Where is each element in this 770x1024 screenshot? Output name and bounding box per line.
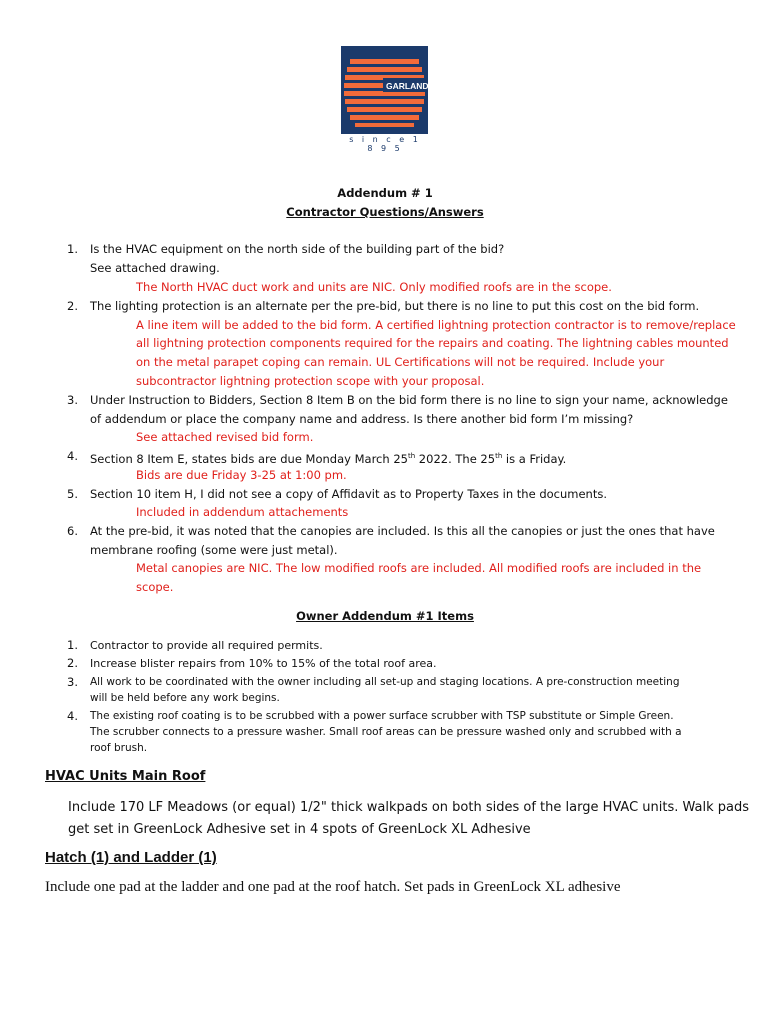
owner-item-line: Increase blister repairs from 10% to 15% of the total roof area.	[90, 657, 437, 670]
owner-item-line: All work to be coordinated with the owner including all set-up and staging locations. A pre-construction meeting	[90, 676, 680, 688]
qa-number: 3.	[67, 393, 78, 407]
qa-question-text: Section 8 Item E, states bids are due Monday March 25	[90, 451, 408, 466]
logo-brand-text: GARLAND	[386, 81, 428, 91]
qa-number: 5.	[67, 487, 78, 501]
qa-answer-line: subcontractor lightning protection scope with your proposal.	[136, 374, 485, 388]
qa-question-line: At the pre-bid, it was noted that the canopies are included. Is this all the canopies or just the ones that have	[90, 524, 715, 538]
qa-question-line: membrane roofing (some were just metal).	[90, 543, 338, 557]
qa-answer-line: Metal canopies are NIC. The low modified roofs are included. All modified roofs are included in the	[136, 561, 702, 575]
hvac-body-line: Include 170 LF Meadows (or equal) 1/2" thick walkpads on both sides of the large HVAC units. Walk pads	[68, 800, 750, 815]
owner-item-number: 1.	[67, 638, 78, 652]
owner-addendum-title: Owner Addendum #1 Items	[296, 609, 474, 623]
qa-answer-line: Bids are due Friday 3-25 at 1:00 pm.	[136, 468, 347, 482]
qa-question-line: Section 10 item H, I did not see a copy of Affidavit as to Property Taxes in the documents.	[90, 487, 608, 501]
owner-item-number: 4.	[67, 709, 78, 723]
qa-number: 2.	[67, 299, 78, 313]
owner-item-line: Contractor to provide all required permits.	[90, 639, 323, 652]
qa-question-line: Under Instruction to Bidders, Section 8 Item B on the bid form there is no line to sign your name, acknowledge	[90, 393, 728, 407]
owner-item-number: 3.	[67, 675, 78, 689]
document-subtitle: Contractor Questions/Answers	[286, 205, 484, 219]
qa-answer-line: See attached revised bid form.	[136, 430, 314, 444]
ordinal-suffix: th	[495, 452, 503, 460]
document-title: Addendum # 1	[337, 186, 433, 200]
hvac-body-line: get set in GreenLock Adhesive set in 4 spots of GreenLock XL Adhesive	[68, 822, 531, 837]
qa-question-line: The lighting protection is an alternate per the pre-bid, but there is no line to put this cost on the bid form.	[90, 299, 700, 313]
garland-logo-mark	[341, 46, 428, 134]
hatch-body-text: Include one pad at the ladder and one pad at the roof hatch. Set pads in GreenLock XL adhesive	[45, 879, 621, 895]
hvac-section-heading: HVAC Units Main Roof	[45, 769, 206, 784]
owner-item-line: will be held before any work begins.	[90, 692, 280, 704]
qa-answer-line: on the metal parapet coping can remain. UL Certifications will not be required. Include your	[136, 355, 665, 369]
qa-question-line: of addendum or place the company name and address. Is there another bid form I’m missing?	[90, 412, 634, 426]
qa-number: 4.	[67, 449, 78, 463]
hatch-section-heading: Hatch (1) and Ladder (1)	[45, 849, 217, 866]
qa-answer-line: all lightning protection components required for the repairs and coating. The lightning cables mounted	[136, 336, 729, 350]
ordinal-suffix: th	[407, 452, 416, 460]
qa-answer-line: The North HVAC duct work and units are NIC. Only modified roofs are in the scope.	[136, 280, 612, 294]
qa-answer-line: scope.	[136, 580, 174, 594]
garland-logo	[341, 46, 428, 134]
qa-answer-line: Included in addendum attachements	[136, 505, 349, 519]
owner-item-number: 2.	[67, 656, 78, 670]
qa-question-text: is a Friday.	[502, 451, 567, 466]
qa-question-line	[90, 449, 566, 467]
qa-question-line: Is the HVAC equipment on the north side of the building part of the bid?	[90, 242, 505, 256]
qa-question-text: 2022. The 25	[415, 451, 496, 466]
qa-number: 6.	[67, 524, 78, 538]
owner-item-line: The scrubber connects to a pressure washer. Small roof areas can be pressure washed only and scrubbed with a	[90, 726, 682, 738]
logo-tagline: s i n c e 1 8 9 5	[349, 135, 421, 153]
qa-question-line: See attached drawing.	[90, 261, 220, 275]
qa-answer-line: A line item will be added to the bid form. A certified lightning protection contractor is to remove/replace	[136, 318, 736, 332]
owner-item-line: The existing roof coating is to be scrubbed with a power surface scrubber with TSP substitute or Simple Green.	[90, 710, 674, 722]
qa-number: 1.	[67, 242, 78, 256]
owner-item-line: roof brush.	[90, 742, 148, 754]
